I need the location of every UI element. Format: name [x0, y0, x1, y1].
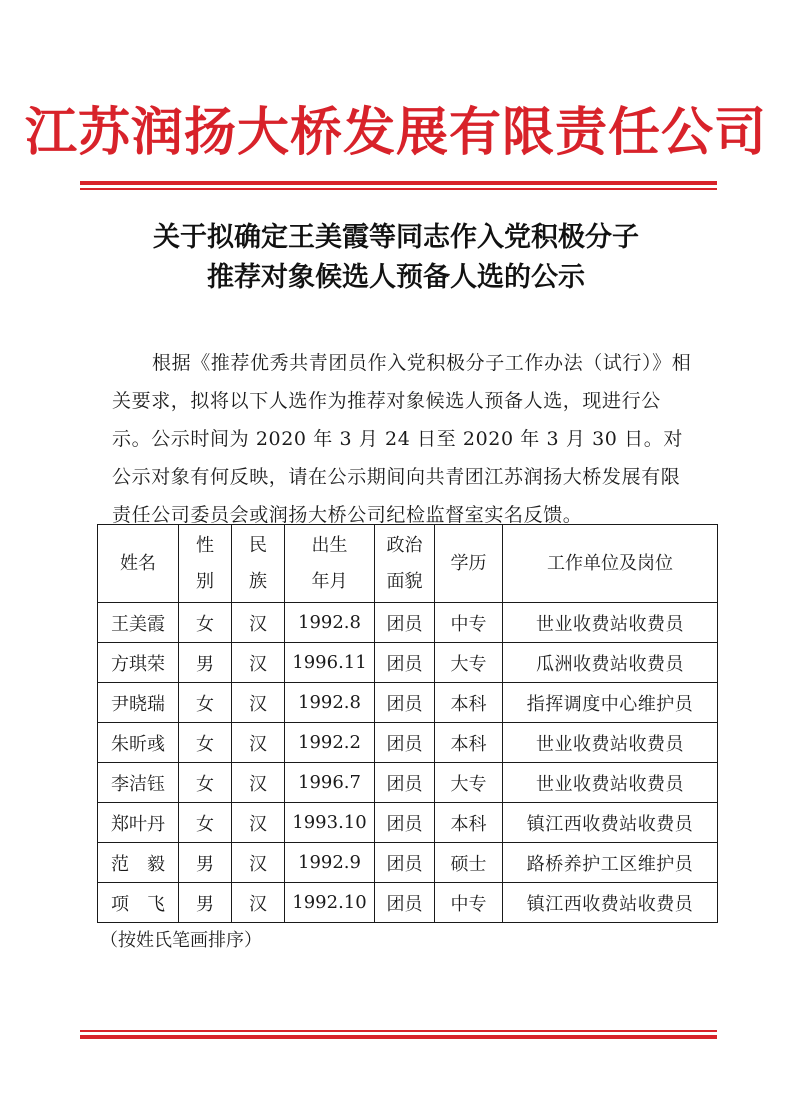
table-header-row — [98, 525, 718, 603]
cell-ethnicity: 汉 — [232, 603, 285, 643]
header-birth: 出生 年月 — [285, 525, 375, 603]
cell-gender: 男 — [179, 883, 232, 923]
table-row — [98, 883, 718, 923]
cell-name: 方琪荣 — [98, 643, 179, 683]
header-political-status: 政治 面貌 — [375, 525, 435, 603]
cell-political-status: 团员 — [375, 683, 435, 723]
title-line-1: 关于拟确定王美霞等同志作入党积极分子 — [153, 222, 639, 253]
table-row — [98, 803, 718, 843]
header-name: 姓名 — [98, 525, 179, 603]
cell-political-status: 团员 — [375, 883, 435, 923]
cell-birth: 1993.10 — [285, 803, 375, 843]
cell-gender: 女 — [179, 723, 232, 763]
cell-birth: 1992.10 — [285, 883, 375, 923]
cell-birth: 1992.8 — [285, 683, 375, 723]
cell-political-status: 团员 — [375, 723, 435, 763]
cell-education: 大专 — [435, 643, 503, 683]
cell-ethnicity: 汉 — [232, 643, 285, 683]
title-line-2: 推荐对象候选人预备人选的公示 — [207, 262, 585, 293]
sort-order-note: （按姓氏笔画排序） — [100, 930, 262, 951]
table-row — [98, 603, 718, 643]
footer-rule-thin — [80, 1030, 717, 1032]
cell-birth: 1992.2 — [285, 723, 375, 763]
cell-work-unit: 瓜洲收费站收费员 — [503, 643, 718, 683]
document-title — [0, 218, 792, 298]
cell-political-status: 团员 — [375, 603, 435, 643]
cell-gender: 女 — [179, 603, 232, 643]
cell-name: 王美霞 — [98, 603, 179, 643]
table-row — [98, 683, 718, 723]
cell-work-unit: 指挥调度中心维护员 — [503, 683, 718, 723]
organization-name: 江苏润扬大桥发展有限责任公司 — [24, 102, 767, 163]
cell-name: 李洁钰 — [98, 763, 179, 803]
cell-work-unit: 镇江西收费站收费员 — [503, 883, 718, 923]
cell-ethnicity: 汉 — [232, 883, 285, 923]
body-paragraph: 根据《推荐优秀共青团员作入党积极分子工作办法（试行）》相关要求，拟将以下人选作为推荐对象候选人预备人选，现进行公示。公示时间为 2020 年 3 月 24 日至 2020 年 3 月 30 日。对公示对象有何反映，请在公示期间向共青团江苏润扬大桥发展有限责任公司委员会或润扬大桥公司纪检监督室实名反馈。 — [112, 352, 692, 526]
cell-birth: 1996.7 — [285, 763, 375, 803]
cell-gender: 女 — [179, 763, 232, 803]
cell-political-status: 团员 — [375, 643, 435, 683]
cell-birth: 1992.9 — [285, 843, 375, 883]
header-ethnicity: 民 族 — [232, 525, 285, 603]
cell-political-status: 团员 — [375, 803, 435, 843]
cell-work-unit: 镇江西收费站收费员 — [503, 803, 718, 843]
cell-political-status: 团员 — [375, 843, 435, 883]
cell-work-unit: 世业收费站收费员 — [503, 723, 718, 763]
cell-name: 尹晓瑞 — [98, 683, 179, 723]
cell-work-unit: 路桥养护工区维护员 — [503, 843, 718, 883]
cell-education: 中专 — [435, 883, 503, 923]
cell-political-status: 团员 — [375, 763, 435, 803]
header-work-unit: 工作单位及岗位 — [503, 525, 718, 603]
cell-education: 大专 — [435, 763, 503, 803]
cell-education: 本科 — [435, 683, 503, 723]
table-row — [98, 843, 718, 883]
cell-birth: 1992.8 — [285, 603, 375, 643]
cell-education: 本科 — [435, 723, 503, 763]
header-rule-thin — [80, 188, 717, 190]
cell-ethnicity: 汉 — [232, 763, 285, 803]
cell-education: 中专 — [435, 603, 503, 643]
body-paragraph-block — [112, 344, 697, 534]
cell-ethnicity: 汉 — [232, 683, 285, 723]
cell-work-unit: 世业收费站收费员 — [503, 603, 718, 643]
table-row — [98, 763, 718, 803]
cell-name: 郑叶丹 — [98, 803, 179, 843]
cell-name: 范 毅 — [98, 843, 179, 883]
cell-gender: 女 — [179, 683, 232, 723]
cell-education: 硕士 — [435, 843, 503, 883]
header-gender: 性 别 — [179, 525, 232, 603]
cell-name: 项 飞 — [98, 883, 179, 923]
header-education: 学历 — [435, 525, 503, 603]
cell-work-unit: 世业收费站收费员 — [503, 763, 718, 803]
candidate-table — [97, 524, 718, 923]
table-row — [98, 723, 718, 763]
cell-ethnicity: 汉 — [232, 803, 285, 843]
cell-name: 朱昕彧 — [98, 723, 179, 763]
cell-gender: 女 — [179, 803, 232, 843]
cell-ethnicity: 汉 — [232, 723, 285, 763]
cell-birth: 1996.11 — [285, 643, 375, 683]
footer-rule-thick — [80, 1035, 717, 1039]
cell-gender: 男 — [179, 843, 232, 883]
table-row — [98, 643, 718, 683]
header-rule-thick — [80, 181, 717, 185]
cell-education: 本科 — [435, 803, 503, 843]
cell-ethnicity: 汉 — [232, 843, 285, 883]
cell-gender: 男 — [179, 643, 232, 683]
